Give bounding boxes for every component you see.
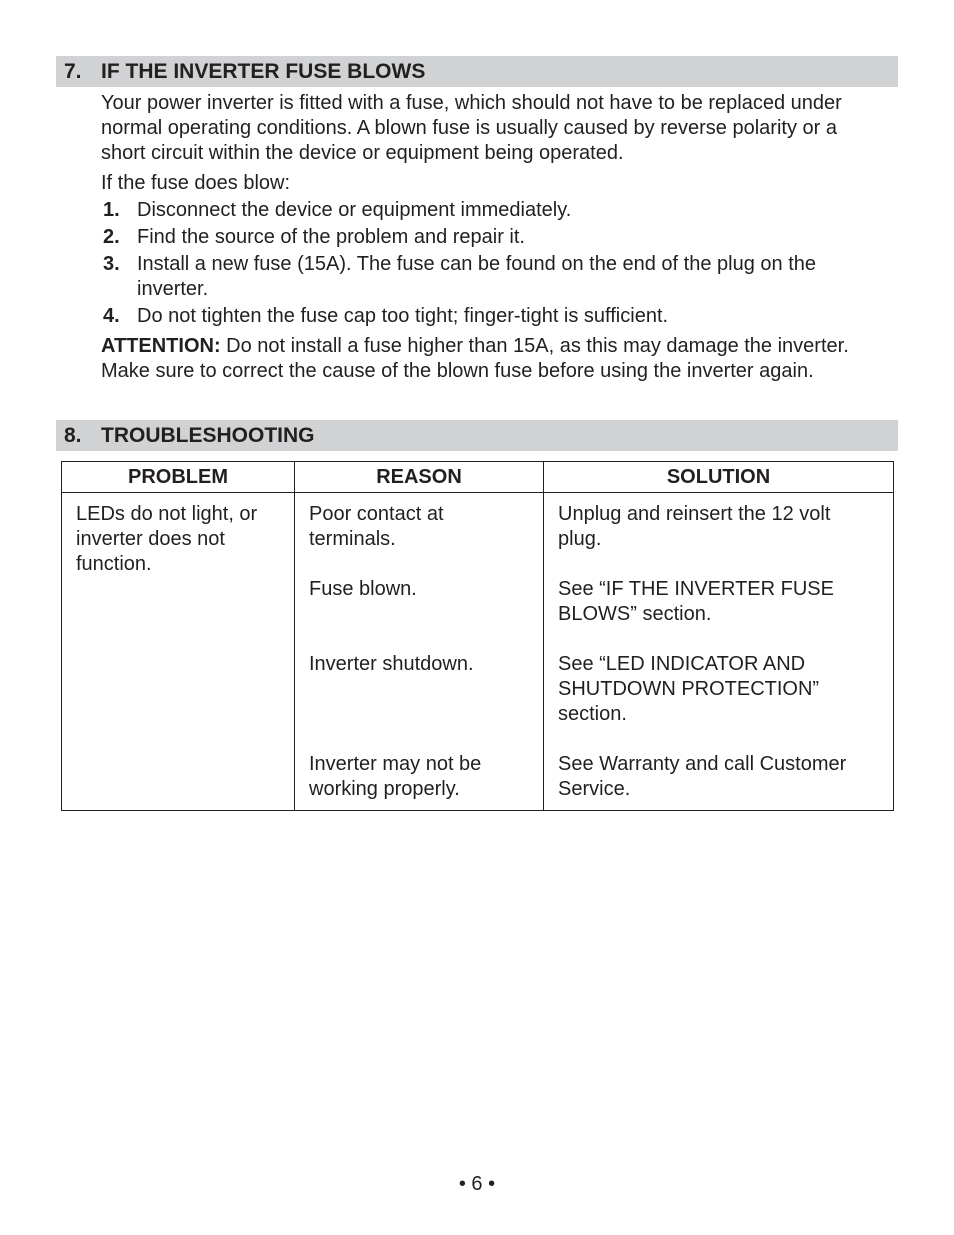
fuse-steps-list (101, 198, 891, 331)
step-text: Disconnect the device or equipment immediately. (137, 199, 572, 221)
attention-note (101, 334, 861, 384)
solution-text: See “LED INDICATOR AND SHUTDOWN PROTECTION” section. (558, 653, 820, 725)
step-text: Install a new fuse (15A). The fuse can be found on the end of the plug on the inverter. (137, 253, 816, 300)
section-7-header (56, 56, 898, 87)
step-number: 1. (103, 199, 120, 221)
table-row (62, 493, 894, 811)
page-number: • 6 • (458, 1173, 496, 1195)
list-item (101, 304, 891, 329)
list-item (101, 198, 891, 223)
solution-text: Unplug and reinsert the 12 volt plug. (558, 503, 831, 550)
list-item (101, 225, 891, 250)
column-header-solution: SOLUTION (544, 462, 894, 493)
column-header-problem: PROBLEM (62, 462, 295, 493)
reason-text: Inverter shutdown. (309, 653, 474, 675)
section-7-intro: Your power inverter is fitted with a fuse, which should not have to be replaced under normal operating conditions. A blown fuse is usually caused by reverse polarity or a short circuit within the device or equipment being operated. (101, 92, 842, 164)
step-number: 4. (103, 305, 120, 327)
step-number: 3. (103, 253, 120, 275)
step-number: 2. (103, 226, 120, 248)
step-text: Find the source of the problem and repair it. (137, 226, 525, 248)
problem-text: LEDs do not light, or inverter does not function. (76, 503, 258, 575)
reason-cell (295, 493, 544, 811)
section-8-number: 8. (64, 424, 82, 447)
section-7-lead: If the fuse does blow: (101, 172, 291, 194)
troubleshooting-table (61, 461, 894, 811)
reason-text: Fuse blown. (309, 578, 417, 600)
reason-text: Inverter may not be working properly. (309, 753, 482, 800)
section-7-title: IF THE INVERTER FUSE BLOWS (101, 60, 426, 83)
problem-cell (62, 493, 295, 811)
reason-text: Poor contact at terminals. (309, 503, 444, 550)
step-text: Do not tighten the fuse cap too tight; finger-tight is sufficient. (137, 305, 669, 327)
column-header-reason: REASON (295, 462, 544, 493)
section-7-number: 7. (64, 60, 82, 83)
attention-text: Do not install a fuse higher than 15A, as this may damage the inverter. Make sure to correct the cause of the blown fuse before using the inverter again. (101, 335, 849, 382)
section-8-title: TROUBLESHOOTING (101, 424, 315, 447)
attention-label: ATTENTION: (101, 335, 221, 357)
table-header-row (62, 462, 894, 493)
list-item (101, 252, 891, 302)
solution-text: See Warranty and call Customer Service. (558, 753, 847, 800)
section-8-header (56, 420, 898, 451)
solution-cell (544, 493, 894, 811)
solution-text: See “IF THE INVERTER FUSE BLOWS” section. (558, 578, 834, 625)
